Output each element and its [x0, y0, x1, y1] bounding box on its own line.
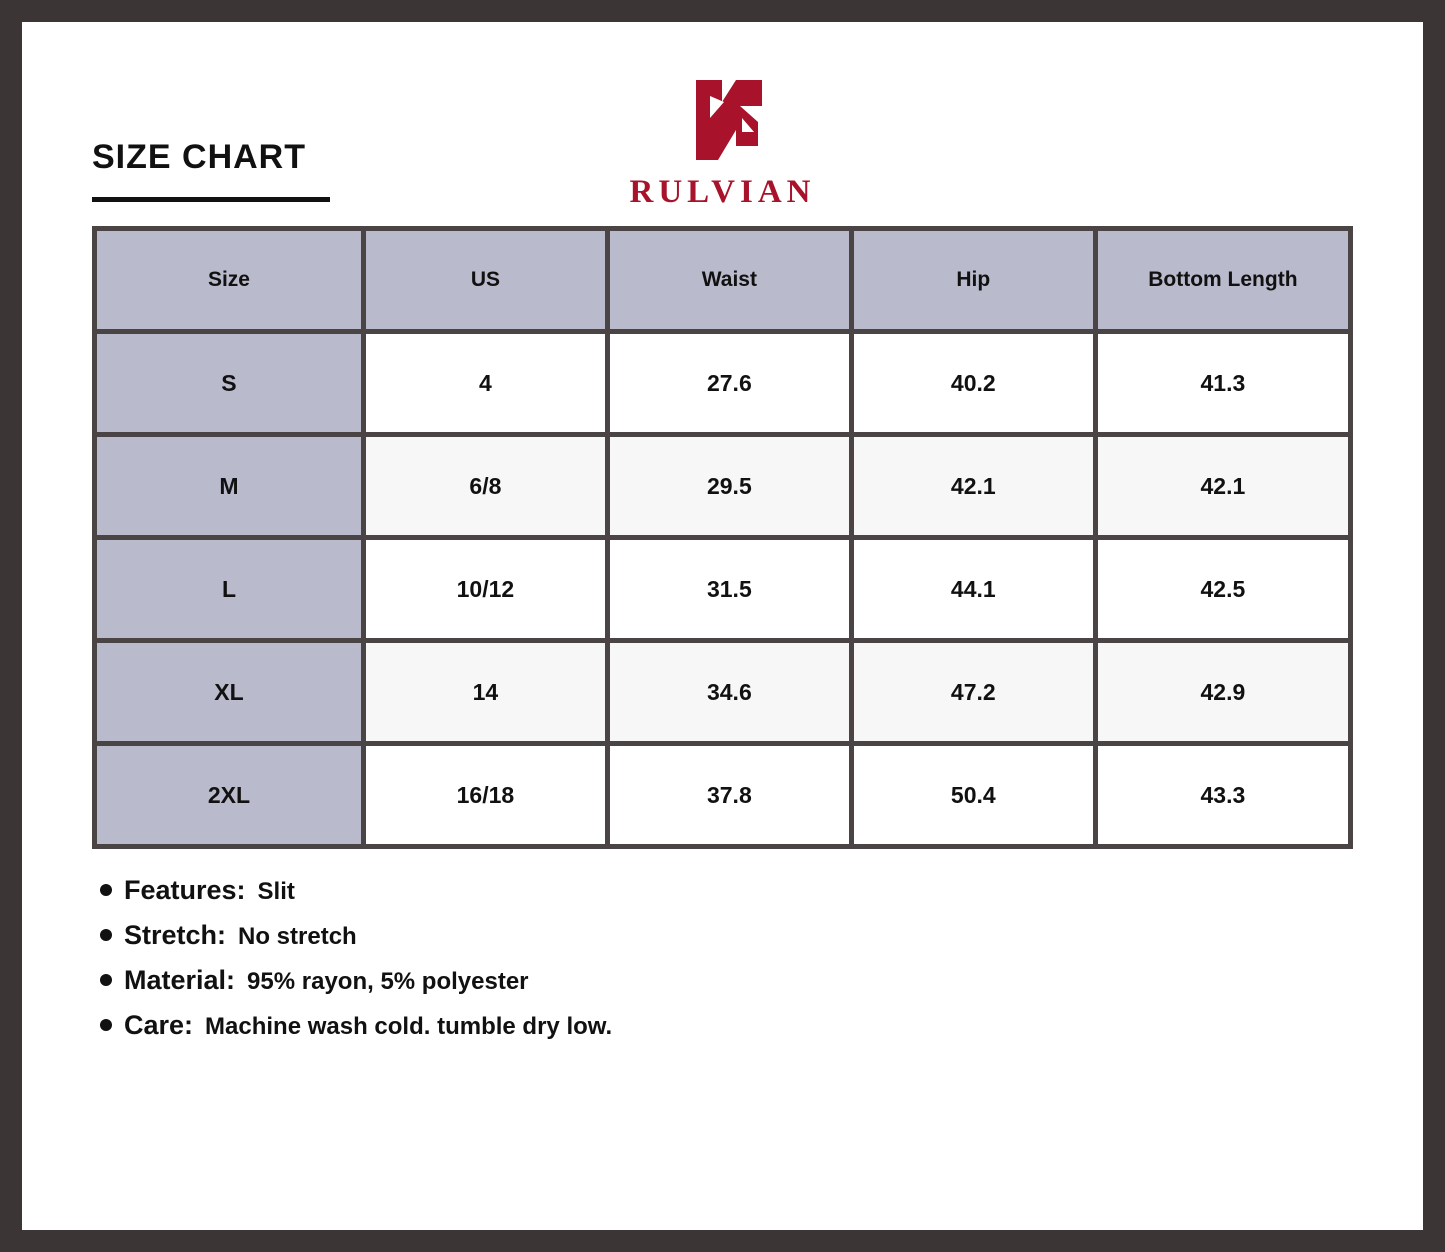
cell-us: 4 — [366, 334, 610, 437]
note-value: No stretch — [238, 923, 357, 950]
column-header-waist: Waist — [610, 231, 854, 334]
cell-us: 16/18 — [366, 746, 610, 844]
cell-bottom-length: 43.3 — [1098, 746, 1348, 844]
column-header-us: US — [366, 231, 610, 334]
cell-waist: 29.5 — [610, 437, 854, 540]
list-item — [100, 965, 1353, 996]
list-item — [100, 875, 1353, 906]
cell-waist: 31.5 — [610, 540, 854, 643]
bullet-icon — [100, 929, 112, 941]
cell-hip: 40.2 — [854, 334, 1098, 437]
list-item — [100, 1010, 1353, 1041]
bullet-icon — [100, 1019, 112, 1031]
cell-us: 6/8 — [366, 437, 610, 540]
document-header — [70, 58, 1375, 218]
bullet-icon — [100, 884, 112, 896]
brand-name: RULVIAN — [629, 174, 816, 210]
note-label: Care: — [124, 1010, 194, 1040]
cell-waist: 27.6 — [610, 334, 854, 437]
title-underline — [92, 197, 330, 202]
cell-hip: 50.4 — [854, 746, 1098, 844]
note-value: 95% rayon, 5% polyester — [247, 968, 529, 995]
cell-bottom-length: 42.9 — [1098, 643, 1348, 746]
table-row — [97, 540, 1348, 643]
cell-hip: 44.1 — [854, 540, 1098, 643]
table-row — [97, 746, 1348, 844]
cell-size: 2XL — [97, 746, 366, 844]
cell-hip: 47.2 — [854, 643, 1098, 746]
cell-us: 14 — [366, 643, 610, 746]
table-row — [97, 643, 1348, 746]
brand-block — [630, 72, 816, 211]
table-header-row — [97, 231, 1348, 334]
cell-size: S — [97, 334, 366, 437]
cell-waist: 37.8 — [610, 746, 854, 844]
note-label: Features: — [124, 875, 246, 905]
column-header-hip: Hip — [854, 231, 1098, 334]
notes-list — [100, 875, 1353, 1041]
cell-hip: 42.1 — [854, 437, 1098, 540]
cell-size: M — [97, 437, 366, 540]
note-value: Slit — [257, 878, 295, 905]
bullet-icon — [100, 974, 112, 986]
table-header — [97, 231, 1348, 334]
table-row — [97, 437, 1348, 540]
cell-size: XL — [97, 643, 366, 746]
note-value: Machine wash cold. tumble dry low. — [205, 1013, 613, 1040]
cell-size: L — [97, 540, 366, 643]
cell-waist: 34.6 — [610, 643, 854, 746]
note-label: Material: — [124, 965, 236, 995]
cell-us: 10/12 — [366, 540, 610, 643]
page-title: SIZE CHART — [92, 138, 306, 176]
size-table — [92, 226, 1353, 849]
cell-bottom-length: 42.1 — [1098, 437, 1348, 540]
list-item — [100, 920, 1353, 951]
title-block — [92, 138, 330, 202]
column-header-bottom-length: Bottom Length — [1098, 231, 1348, 334]
table-body — [97, 334, 1348, 844]
note-label: Stretch: — [124, 920, 227, 950]
size-table-wrapper — [92, 226, 1353, 849]
table-row — [97, 334, 1348, 437]
cell-bottom-length: 42.5 — [1098, 540, 1348, 643]
cell-bottom-length: 41.3 — [1098, 334, 1348, 437]
rulvian-r-logo-icon — [662, 72, 782, 168]
column-header-size: Size — [97, 231, 366, 334]
